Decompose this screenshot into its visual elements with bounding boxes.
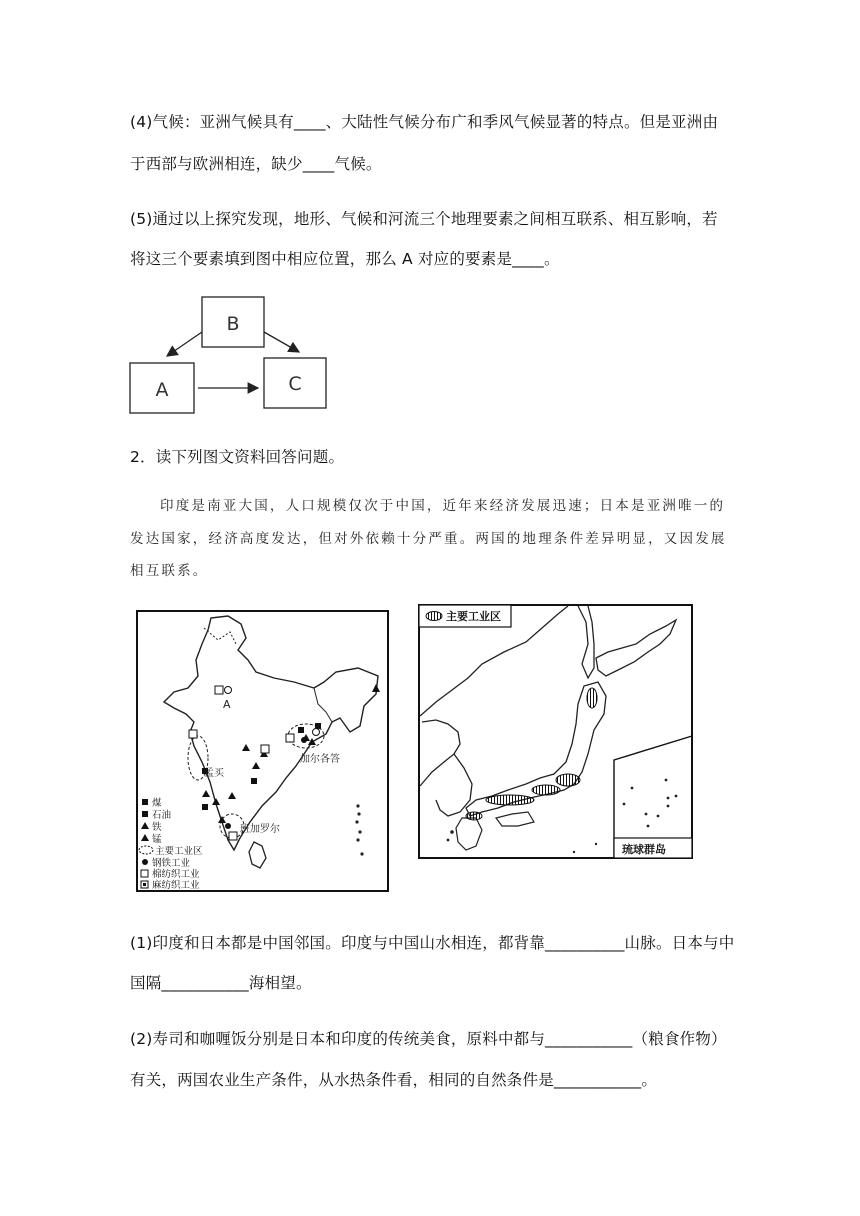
arrow-b-to-a xyxy=(167,332,202,356)
legend-manganese: 锰 xyxy=(152,834,162,845)
q2-part2-line2: 有关，两国农业生产条件，从水热条件看，相同的自然条件是___________。 xyxy=(130,1071,658,1089)
q2-title: 2．读下列图文资料回答问题。 xyxy=(130,448,345,466)
legend-oil: 石油 xyxy=(152,810,172,821)
legend-iron: 铁 xyxy=(152,822,162,833)
q2-part2-line1: (2)寿司和咖喱饭分别是日本和印度的传统美食，原料中都与___________（粮食作物） xyxy=(130,1030,727,1048)
q2-part1-line2: 国隔___________海相望。 xyxy=(130,974,312,992)
q1-part4-line1: (4)气候：亚洲气候具有____、大陆性气候分布广和季风气候显著的特点。但是亚洲由 xyxy=(130,113,719,131)
q2-passage-line1: 印度是南亚大国，人口规模仅次于中国，近年来经济发展迅速；日本是亚洲唯一的 xyxy=(160,498,726,514)
legend-jute-textile: 麻纺织工业 xyxy=(152,880,200,891)
box-a-label: A xyxy=(155,379,169,401)
india-label-bangalore: 班加罗尔 xyxy=(240,824,280,835)
q1-part4-line2: 于西部与欧洲相连，缺少____气候。 xyxy=(130,155,382,173)
legend-steel: 钢铁工业 xyxy=(152,858,191,869)
q2-part1-line1: (1)印度和日本都是中国邻国。印度与中国山水相连，都背靠__________山脉。日本与中 xyxy=(130,934,735,952)
india-label-mumbai: 孟买 xyxy=(204,768,224,779)
arrow-b-to-c xyxy=(264,332,299,352)
legend-coal: 煤 xyxy=(152,798,162,809)
box-b-label: B xyxy=(226,313,240,335)
box-c-label: C xyxy=(288,373,302,395)
india-map xyxy=(136,610,390,893)
element-relationship-diagram xyxy=(120,290,340,420)
q2-passage-line2: 发达国家，经济高度发达，但对外依赖十分严重。两国的地理条件差异明显，又因发展 xyxy=(130,531,727,547)
q1-part5-line1: (5)通过以上探究发现，地形、气候和河流三个地理要素之间相互联系、相互影响，若 xyxy=(130,210,718,228)
q2-passage-line3: 相互联系。 xyxy=(130,563,209,579)
japan-inset-ryukyu-label: 琉球群岛 xyxy=(622,843,666,856)
india-label-kolkata: 加尔各答 xyxy=(300,754,340,765)
japan-map xyxy=(418,604,694,860)
legend-industrial-zone: 主要工业区 xyxy=(155,846,203,857)
q1-part5-line2: 将这三个要素填到图中相应位置，那么 A 对应的要素是____。 xyxy=(130,250,560,268)
legend-cotton-textile: 棉纺织工业 xyxy=(152,869,200,880)
india-label-a: A xyxy=(223,698,231,711)
japan-legend-industrial-zone: 主要工业区 xyxy=(446,610,501,623)
